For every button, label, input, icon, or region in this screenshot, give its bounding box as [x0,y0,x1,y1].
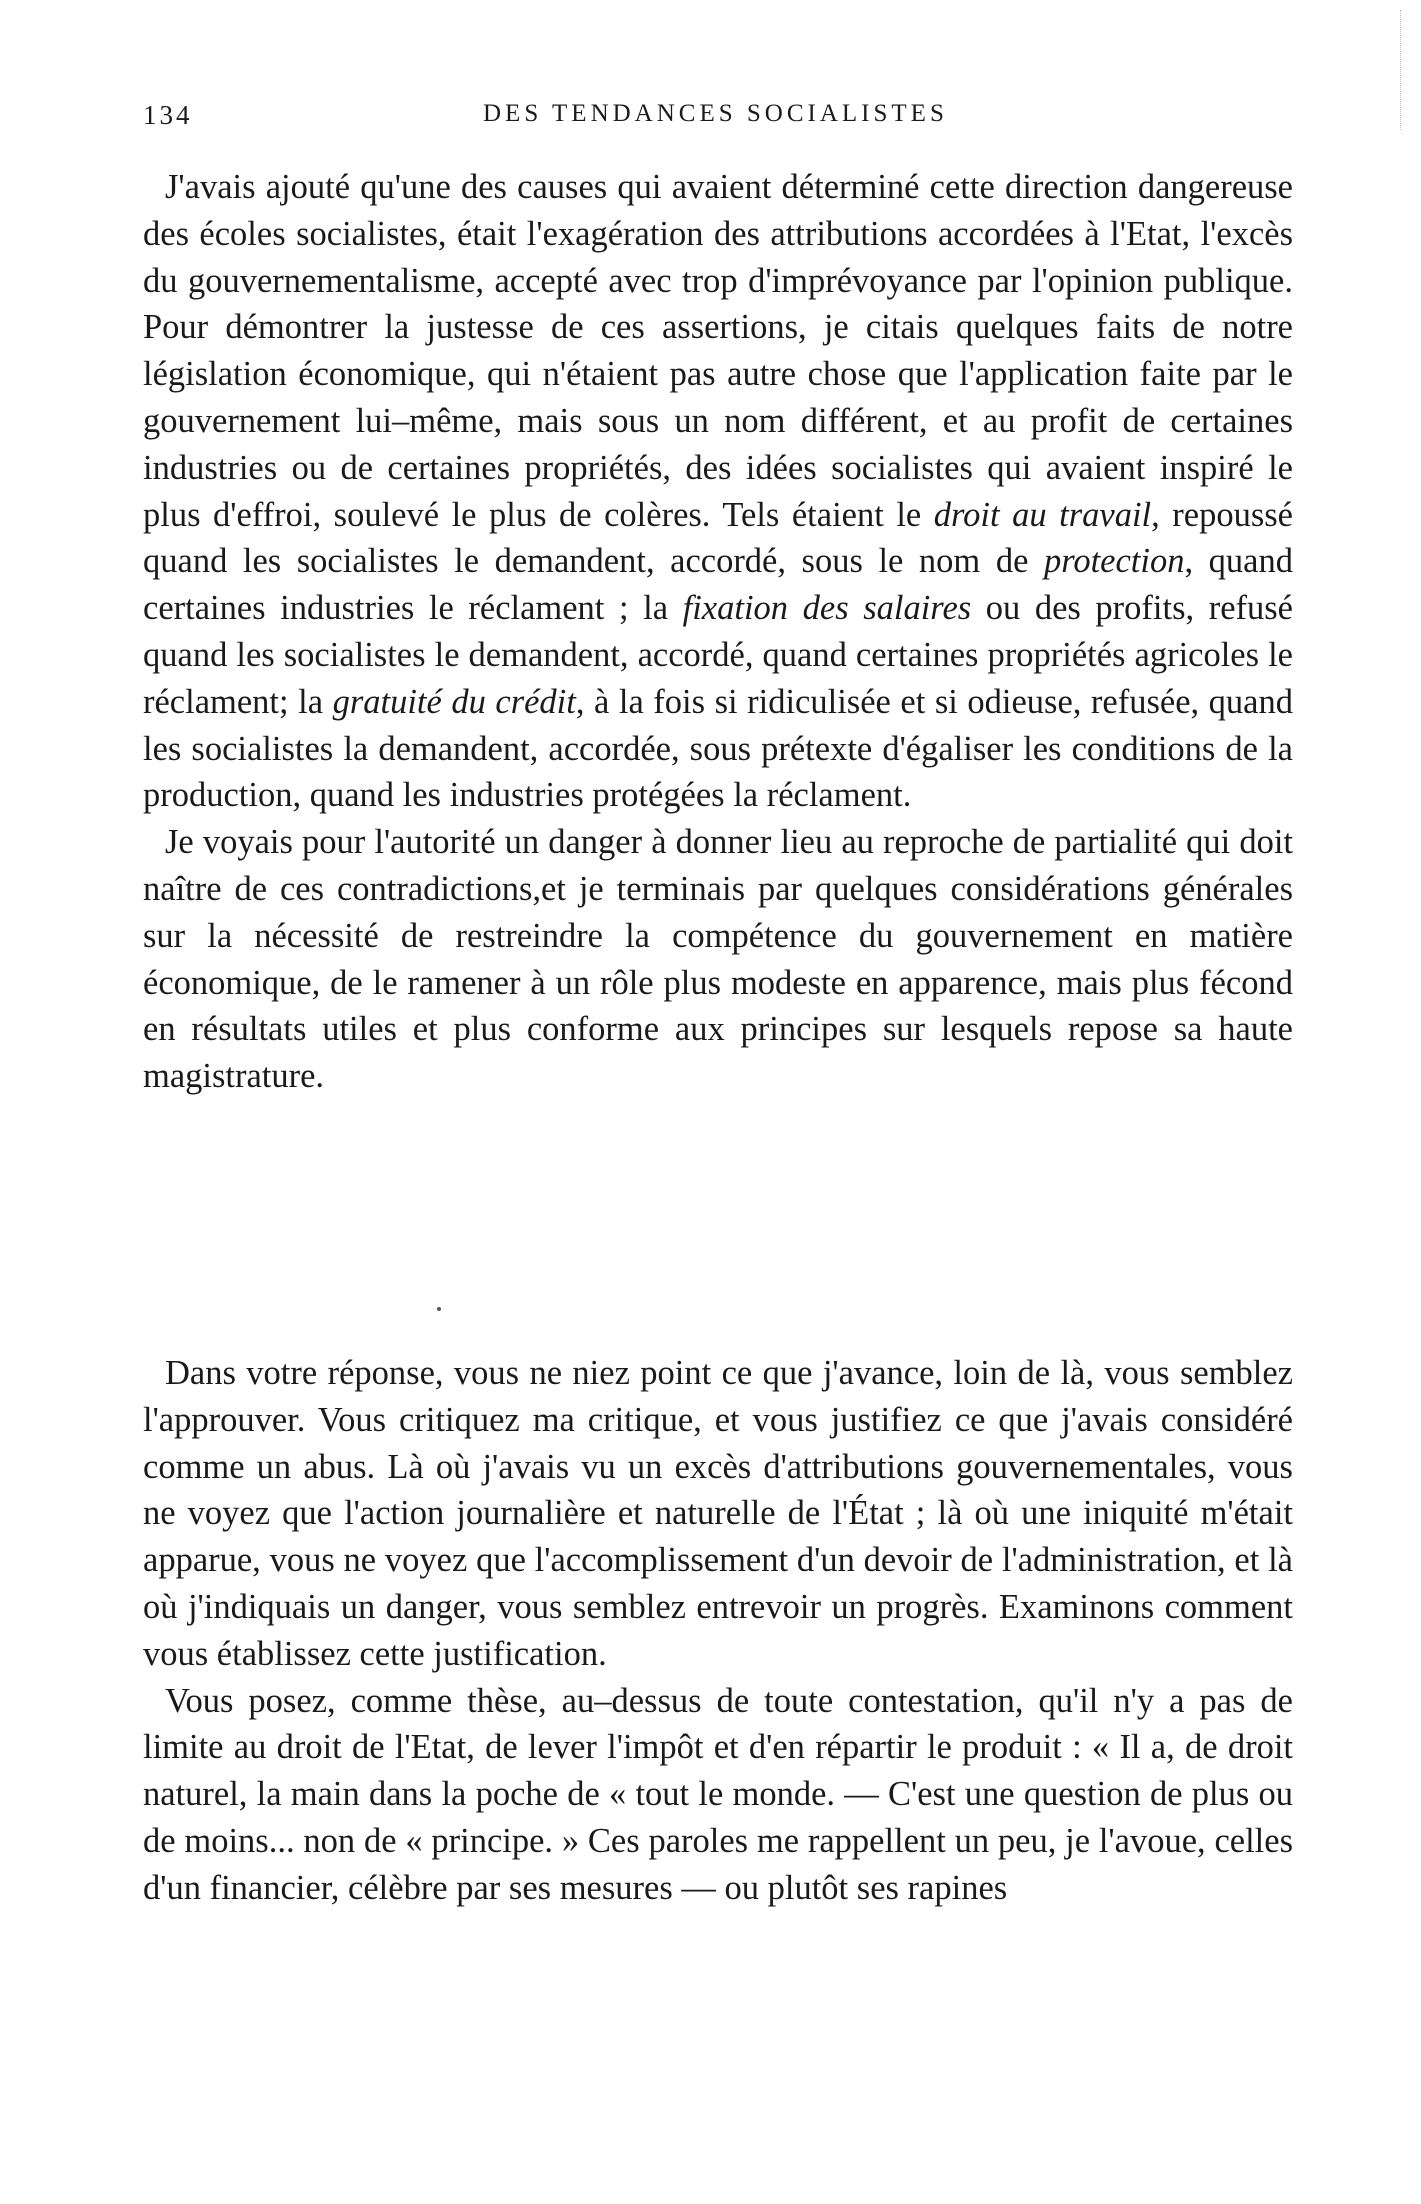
paragraph-1-text-4: ou des profits, refusé quand les socialistes le demandent, accordé, quand certaines propriétés agricoles le réclament; la [143,589,1293,721]
page-edge-marks [1400,10,1403,130]
paragraph-1-text-1: J'avais ajouté qu'une des causes qui avaient déterminé cette direction dangereuse des écoles socialistes, était l'exagération des attributions accordées à l'Etat, l'excès du gouvernementalisme, accepté avec trop d'imprévoyance par l'opinion publique. Pour démontrer la justesse de ces assertions, je citais quelques faits de notre législation économique, qui n'étaient pas autre chose que l'application faite par le gouvernement lui–même, mais sous un nom différent, et au profit de certaines industries ou de certaines propriétés, des idées socialistes qui avaient inspiré le plus d'effroi, soulevé le plus de colères. Tels étaient le [143,168,1293,534]
paragraph-4: Vous posez, comme thèse, au–dessus de toute contestation, qu'il n'y a pas de limite au droit de l'Etat, de lever l'impôt et d'en répartir le produit : « Il a, de droit naturel, la main dans la poche de « tout le monde. — C'est une question de plus ou de moins... non de « principe. » Ces paroles me rappellent un peu, je l'avoue, celles d'un financier, célèbre par ses mesures — ou plutôt ses rapines [143,1681,1293,1907]
paragraph-1 [143,164,1293,819]
paragraph-1-text-2: , repoussé quand les socialistes le demandent, accordé, sous le nom de [143,495,1293,581]
page-number: 134 [143,100,193,130]
text-block-lower [143,1350,1293,1912]
paragraph-2: Je voyais pour l'autorité un danger à donner lieu au reproche de partialité qui doit naître de ces contradictions,et je terminais par quelques considérations générales sur la nécessité de restreindre la compétence du gouvernement en matière économique, de le ramener à un rôle plus modeste en apparence, mais plus fécond en résultats utiles et plus conforme aux principes sur lesquels repose sa haute magistrature. [143,823,1293,1096]
section-separator-dot [437,1307,441,1311]
running-head [143,100,1293,140]
paragraph-1-text-3: , quand certaines industries le réclament ; la [143,542,1293,628]
text-block-upper [143,164,1293,1100]
paragraph-1-italic-2: protection [1043,542,1185,581]
paragraph-3: Dans votre réponse, vous ne niez point ce que j'avance, loin de là, vous semblez l'approuver. Vous critiquez ma critique, et vous justifiez ce que j'avais considéré comme un abus. Là où j'avais vu un excès d'attributions gouvernementales, vous ne voyez que l'action journalière et naturelle de l'État ; là où une iniquité m'était apparue, vous ne voyez que l'accomplissement d'un devoir de l'administration, et là où j'indiquais un danger, vous semblez entrevoir un progrès. Examinons comment vous établissez cette justification. [143,1354,1293,1673]
paragraph-1-italic-3: fixation des salaires [682,589,972,628]
paragraph-1-text-5: , à la fois si ridiculisée et si odieuse, refusée, quand les socialistes la demandent, accordée, sous prétexte d'égaliser les conditions de la production, quand les industries protégées la réclament. [143,682,1293,815]
paragraph-1-italic-1: droit au travail [933,495,1152,534]
paragraph-1-italic-4: gratuité du crédit [332,682,576,721]
running-title: DES TENDANCES SOCIALISTES [483,100,948,127]
